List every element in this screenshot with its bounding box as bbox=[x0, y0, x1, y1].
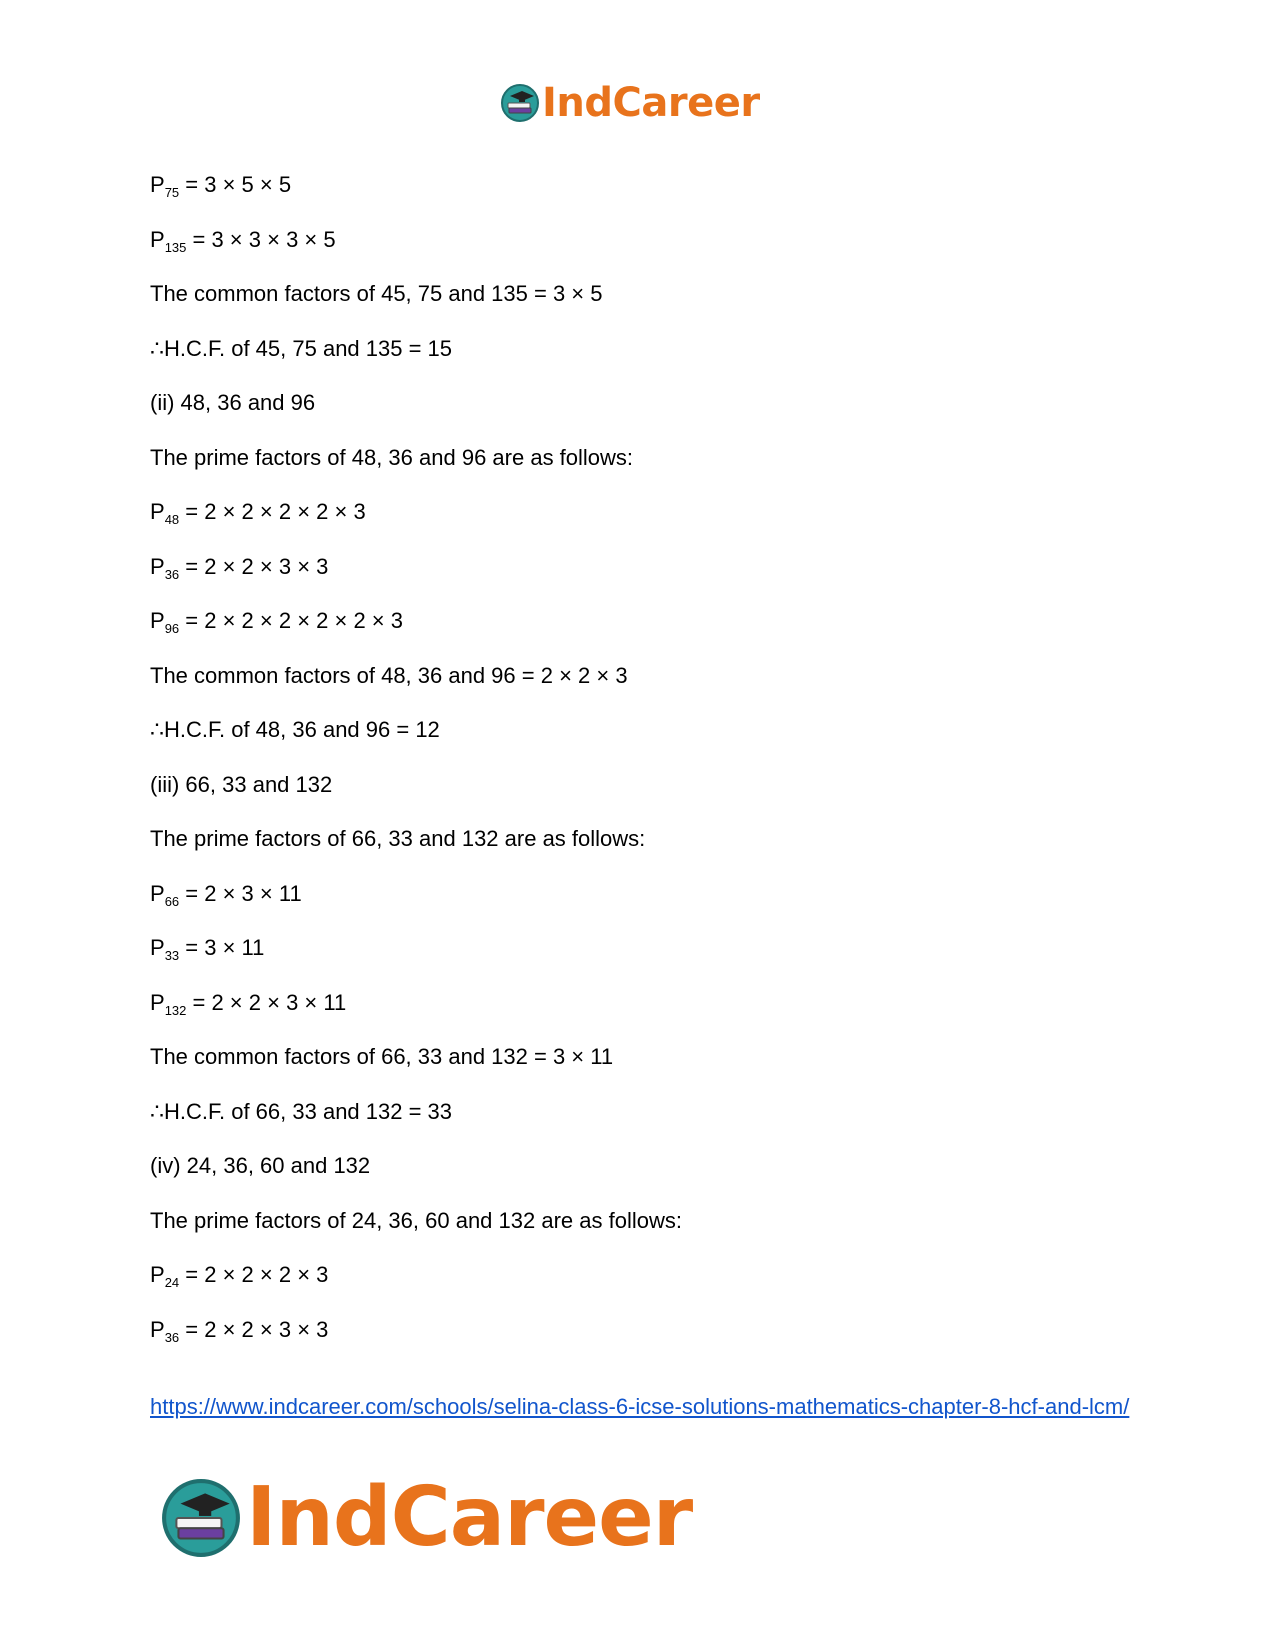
book-globe-icon bbox=[500, 83, 540, 123]
subscript: 75 bbox=[164, 185, 180, 200]
text-line bbox=[150, 1151, 370, 1181]
text-line bbox=[150, 661, 628, 691]
line-text: = 2 × 3 × 11 bbox=[179, 880, 302, 906]
header-logo bbox=[500, 80, 760, 126]
variable-symbol: P bbox=[150, 499, 165, 524]
variable-symbol: P bbox=[150, 608, 165, 633]
text-line bbox=[150, 443, 633, 473]
variable-symbol: P bbox=[150, 880, 165, 906]
source-link[interactable]: https://www.indcareer.com/schools/selina-class-6-icse-solutions-mathematics-chapter-8-hcf-and-lcm/ bbox=[150, 1394, 1130, 1419]
footer-logo bbox=[160, 1470, 692, 1565]
variable-symbol: P bbox=[150, 935, 165, 960]
subscript: 66 bbox=[164, 893, 180, 909]
text-line bbox=[150, 770, 332, 800]
line-text: = 2 × 2 × 2 × 3 bbox=[179, 1262, 329, 1287]
text-line bbox=[150, 606, 403, 636]
text-line bbox=[150, 497, 366, 527]
line-text: ∴H.C.F. of 45, 75 and 135 = 15 bbox=[150, 335, 453, 361]
line-text: = 2 × 2 × 3 × 3 bbox=[179, 553, 329, 579]
variable-symbol: P bbox=[150, 553, 165, 579]
book-globe-icon bbox=[160, 1477, 242, 1559]
subscript: 36 bbox=[164, 1329, 180, 1345]
subscript: 33 bbox=[164, 948, 180, 963]
subscript: 24 bbox=[164, 1275, 180, 1290]
line-text: = 2 × 2 × 3 × 11 bbox=[186, 989, 347, 1015]
text-line bbox=[150, 225, 336, 255]
text-line bbox=[150, 170, 291, 200]
text-line bbox=[150, 1260, 328, 1290]
brand-name: IndCareer bbox=[542, 80, 760, 126]
text-line bbox=[150, 933, 264, 963]
line-text: The prime factors of 24, 36, 60 and 132 are as follows: bbox=[150, 1207, 682, 1233]
line-text: The prime factors of 48, 36 and 96 are as follows: bbox=[150, 444, 634, 470]
text-line bbox=[150, 552, 328, 582]
text-line bbox=[150, 388, 315, 418]
line-text: ∴H.C.F. of 48, 36 and 96 = 12 bbox=[150, 717, 440, 742]
variable-symbol: P bbox=[150, 226, 165, 252]
line-text: = 3 × 11 bbox=[179, 935, 265, 960]
text-line bbox=[150, 1097, 452, 1127]
subscript: 96 bbox=[164, 621, 180, 636]
subscript: 132 bbox=[164, 1002, 187, 1018]
text-line bbox=[150, 1206, 682, 1236]
text-line bbox=[150, 1042, 613, 1072]
line-text: = 3 × 5 × 5 bbox=[179, 172, 292, 197]
text-line bbox=[150, 334, 452, 364]
subscript: 135 bbox=[164, 239, 187, 255]
variable-symbol: P bbox=[150, 989, 165, 1015]
line-text: = 2 × 2 × 2 × 2 × 2 × 3 bbox=[179, 608, 404, 633]
subscript: 36 bbox=[164, 566, 180, 582]
text-line bbox=[150, 988, 346, 1018]
line-text: = 2 × 2 × 3 × 3 bbox=[179, 1316, 329, 1342]
variable-symbol: P bbox=[150, 1262, 165, 1287]
text-line bbox=[150, 879, 302, 909]
line-text: The common factors of 66, 33 and 132 = 3 × 11 bbox=[150, 1044, 614, 1069]
text-line bbox=[150, 824, 645, 854]
line-text: The common factors of 48, 36 and 96 = 2 × 2 × 3 bbox=[150, 662, 628, 688]
text-line bbox=[150, 715, 440, 745]
line-text: (iii) 66, 33 and 132 bbox=[150, 771, 333, 797]
variable-symbol: P bbox=[150, 172, 165, 197]
variable-symbol: P bbox=[150, 1316, 165, 1342]
line-text: = 3 × 3 × 3 × 5 bbox=[186, 226, 336, 252]
line-text: The prime factors of 66, 33 and 132 are as follows: bbox=[150, 826, 646, 851]
line-text: The common factors of 45, 75 and 135 = 3 × 5 bbox=[150, 281, 603, 306]
line-text: ∴H.C.F. of 66, 33 and 132 = 33 bbox=[150, 1098, 453, 1124]
text-line bbox=[150, 279, 603, 309]
text-line bbox=[150, 1315, 328, 1345]
line-text: = 2 × 2 × 2 × 2 × 3 bbox=[179, 499, 366, 524]
brand-name: IndCareer bbox=[246, 1470, 693, 1565]
subscript: 48 bbox=[164, 512, 180, 527]
line-text: (ii) 48, 36 and 96 bbox=[150, 390, 316, 415]
line-text: (iv) 24, 36, 60 and 132 bbox=[150, 1153, 371, 1178]
